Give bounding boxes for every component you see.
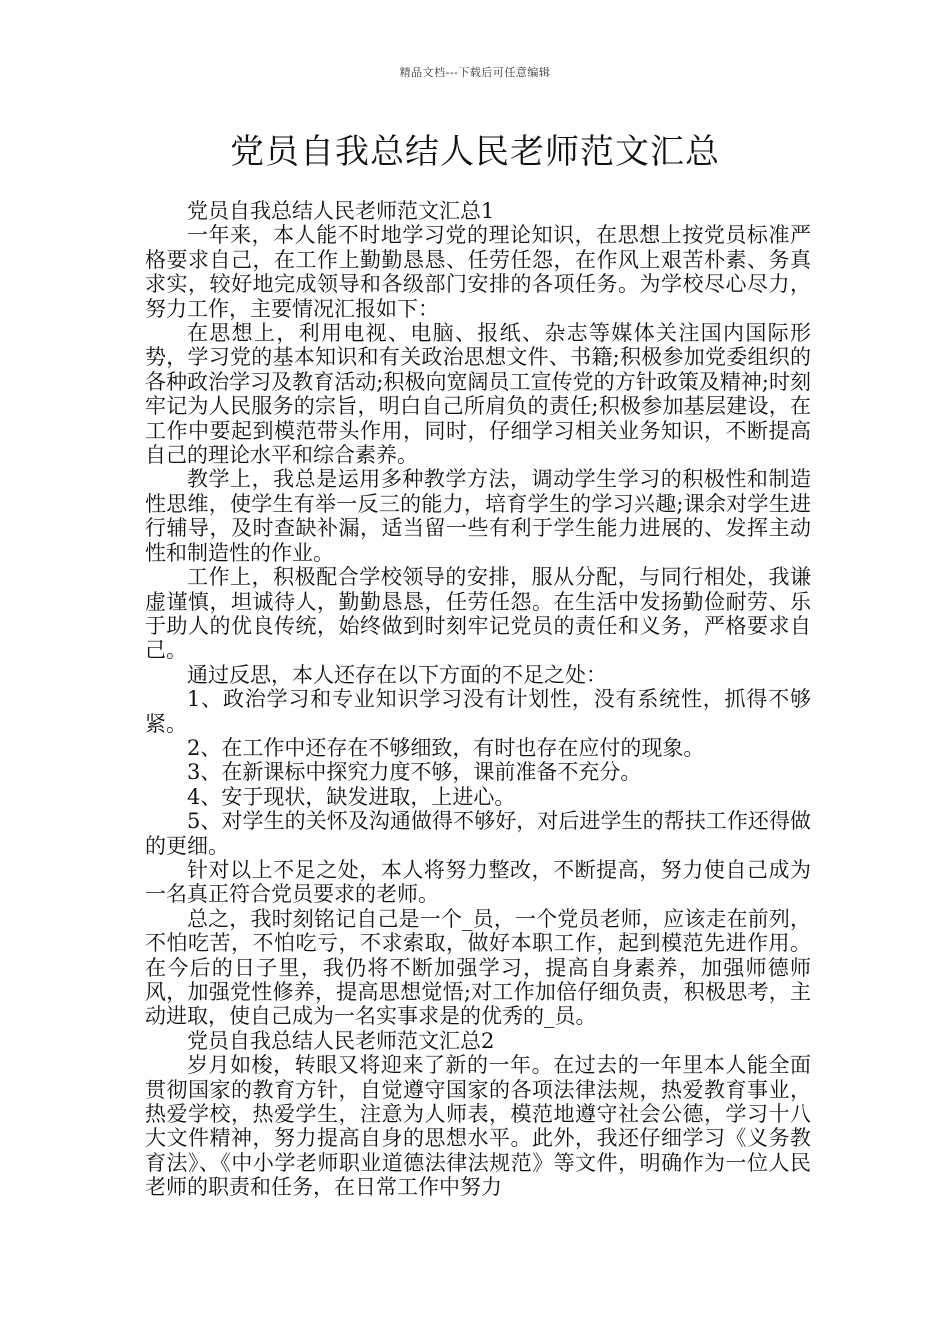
document-body: [145, 199, 811, 1200]
paragraph: 在思想上，利用电视、电脑、报纸、杂志等媒体关注国内国际形势，学习党的基本知识和有关政治思想文件、书籍;积极参加党委组织的各种政治学习及教育活动;积极向宽阔员工宣传党的方针政策及精神;时刻牢记为人民服务的宗旨，明白自己所肩负的责任;积极参加基层建设，在工作中要起到模范带头作用，同时，仔细学习相关业务知识，不断提高自己的理论水平和综合素养。: [145, 321, 811, 468]
header-note: 精品文档---下载后可任意编辑: [399, 66, 551, 79]
list-item: 1、政治学习和专业知识学习没有计划性，没有系统性，抓得不够紧。: [145, 687, 811, 736]
section-heading-1: 党员自我总结人民老师范文汇总1: [187, 199, 495, 223]
paragraph: 岁月如梭，转眼又将迎来了新的一年。在过去的一年里本人能全面贯彻国家的教育方针，自觉遵守国家的各项法律法规，热爱教育事业，热爱学校，热爱学生，注意为人师表，模范地遵守社会公德，学习十八大文件精神，努力提高自身的思想水平。此外，我还仔细学习《义务教育法》、《中小学老师职业道德法律法规范》等文件，明确作为一位人民老师的职责和任务，在日常工作中努力: [145, 1053, 811, 1200]
list-item: 3、在新课标中探究力度不够，课前准备不充分。: [187, 760, 642, 785]
paragraph: 总之，我时刻铭记自己是一个_员，一个党员老师，应该走在前列，不怕吃苦，不怕吃亏，不求索取，做好本职工作，起到模范先进作用。在今后的日子里，我仍将不断加强学习，提高自身素养，加强师德师风，加强党性修养，提高思想觉悟;对工作加倍仔细负责，积极思考，主动进取，使自己成为一名实事求是的优秀的_员。: [145, 906, 811, 1029]
section-heading-2: 党员自我总结人民老师范文汇总2: [187, 1028, 495, 1053]
paragraph: 教学上，我总是运用多种教学方法，调动学生学习的积极性和制造性思维，使学生有举一反三的能力，培育学生的学习兴趣;课余对学生进行辅导，及时查缺补漏，适当留一些有利于学生能力进展的、发挥主动性和制造性的作业。: [145, 467, 811, 565]
paragraph: 工作上，积极配合学校领导的安排，服从分配，与同行相处，我谦虚谨慎，坦诚待人，勤勤恳恳，任劳任怨。在生活中发扬勤俭耐劳、乐于助人的优良传统，始终做到时刻牢记党员的责任和义务，严格要求自己。: [145, 565, 811, 663]
document-title: 党员自我总结人民老师范文汇总: [230, 132, 720, 172]
list-item: 5、对学生的关怀及沟通做得不够好，对后进学生的帮扶工作还得做的更细。: [145, 809, 811, 858]
list-item: 4、安于现状，缺发进取，上进心。: [187, 784, 516, 809]
list-item: 2、在工作中还存在不够细致，有时也存在应付的现象。: [187, 735, 705, 760]
paragraph: 针对以上不足之处，本人将努力整改，不断提高，努力使自己成为一名真正符合党员要求的老师。: [145, 857, 811, 907]
paragraph: 一年来，本人能不时地学习党的理论知识，在思想上按党员标准严格要求自己，在工作上勤勤恳恳、任劳任怨，在作风上艰苦朴素、务真求实，较好地完成领导和各级部门安排的各项任务。为学校尽心尽力，努力工作，主要情况汇报如下：: [145, 223, 811, 321]
paragraph: 通过反思，本人还存在以下方面的不足之处：: [187, 662, 607, 687]
